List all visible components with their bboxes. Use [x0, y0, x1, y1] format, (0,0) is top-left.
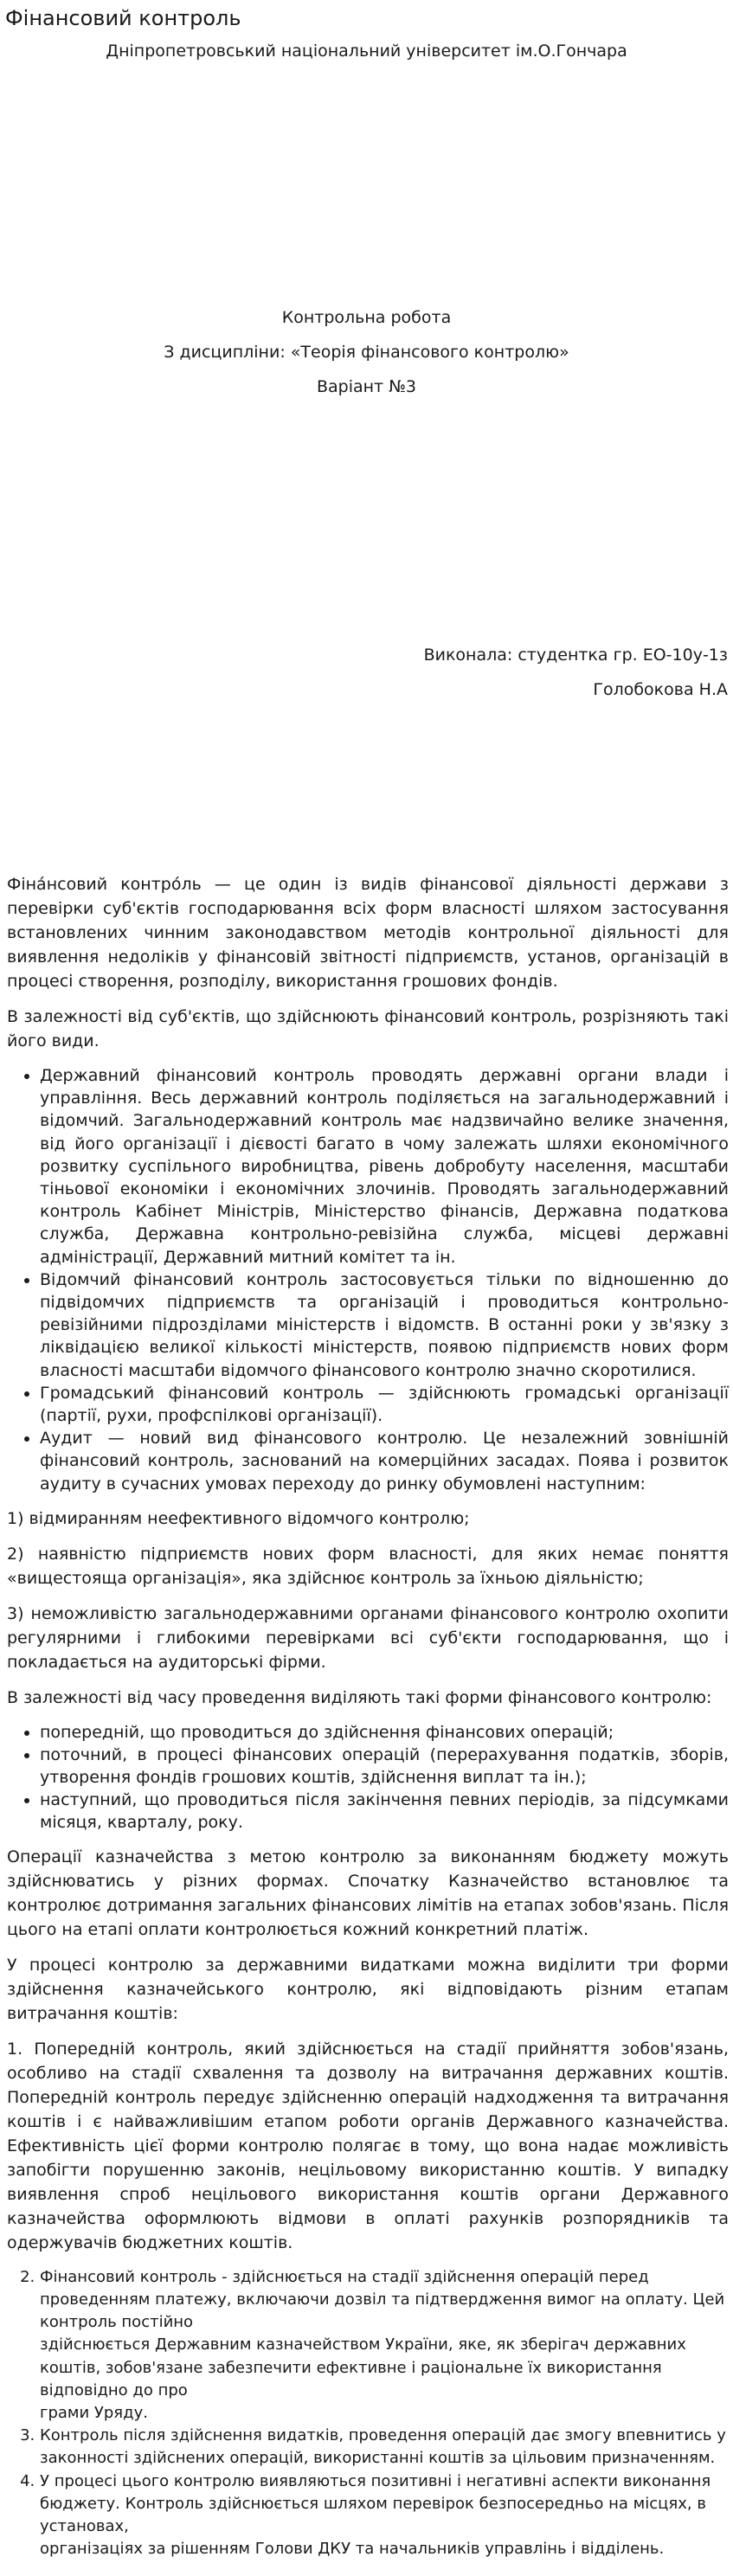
- discipline: З дисципліни: «Теорія фінансового контролю»: [164, 343, 569, 362]
- student-name: Голобокова Н.А: [593, 680, 728, 699]
- executor-block: [424, 644, 728, 713]
- list-item: • наступний, що проводиться після закінчення певних періодів, за підсумками місяця, кварталу, року.: [40, 1789, 729, 1834]
- list-item: 4. У процесі цього контролю виявляються позитивні і негативні аспекти виконання бюджету. Контроль здійснюється шляхом перевірок безпосередньо на місцях, в установах, організаціях за рішенням Голови ДКУ та начальників управлінь і відділень.: [40, 2470, 729, 2561]
- variant: Варіант №3: [316, 377, 417, 396]
- list-item: • Громадський фінансовий контроль — здійснюють громадські організації (партії, рухи, профспілкові організації).: [40, 1382, 729, 1427]
- intro-paragraph: Фіна́нсовий контро́ль — це один із видів фінансової діяльності держави з перевірки суб'єктів господарювання всіх форм власності шляхом застосування встановлених чинним законодавством методів контрольної діяльності для виявлення недоліків у фінансовій звітності підприємств, установ, організацій в процесі створення, розподілу, використання грошових фондів.: [7, 875, 729, 991]
- subjects-intro: В залежності від суб'єктів, що здійснюють фінансовий контроль, розрізняють такі його види.: [7, 1007, 729, 1050]
- stage-1-paragraph: 1. Попередній контроль, який здійснюється на стадії прийняття зобов'язань, особливо на стадії схвалення та дозволу на витрачання державних коштів. Попередній контроль передує здійсненню операцій надходження та витрачання коштів і є найважливішим етапом роботи органів Державного казначейства. Ефективність цієї форми контролю полягає в тому, що вона надає можливість запобігти порушенню законів, нецільовому використанню коштів. У випадку виявлення спроб нецільового використання коштів органи Державного казначейства оформлюють відмови в оплаті рахунків розпорядників та одержувачів бюджетних коштів.: [7, 2039, 729, 2252]
- article-body: [7, 872, 729, 2561]
- treasury-paragraph: Операції казначейства з метою контролю за виконанням бюджету можуть здійснюватись у різних формах. Спочатку Казначейство встановлює та контролює дотримання загальних фінансових лімітів на етапах зобов'язань. Після цього на етапі оплати контролюється кожний конкретний платіж.: [7, 1847, 729, 1939]
- list-item: • Державний фінансовий контроль проводять державні органи влади і управління. Весь державний контроль поділяється на загальнодержавний і відомчий. Загальнодержавний контроль має надзвичайно велике значення, від його організації і дієвості багато в чому залежать шляхи економічного розвитку суспільного виробництва, рівень добробуту населення, масштаби тіньової економіки і економічних злочинів. Проводять загальнодержавний контроль Кабінет Міністрів, Міністерство фінансів, Державна податкова служба, Державна контрольно-ревізійна служба, місцеві державні адміністрації, Державний митний комітет та ін.: [40, 1064, 729, 1269]
- spending-paragraph: У процесі контролю за державними видатками можна виділити три форми здійснення казначейського контролю, які відповідають різним етапам витрачання коштів:: [7, 1955, 729, 2023]
- page-title: Фінансовий контроль: [5, 6, 241, 30]
- list-item: • Відомчий фінансовий контроль застосовується тільки по відношенню до підвідомчих підприємств та організацій і проводиться контрольно-ревізійними підрозділами міністерств і відомств. В останні роки у зв'язку з ліквідацією великої кількості міністерств, появою підприємств нових форм власності масштаби відомчого фінансового контролю значно скоротилися.: [40, 1269, 729, 1382]
- list-item: 3. Контроль після здійснення видатків, проведення операцій дає змогу впевнитись у законності здійснених операцій, використанні коштів за цільовим призначенням.: [40, 2425, 729, 2470]
- cover-block: [0, 306, 733, 410]
- list-item: • Аудит — новий вид фінансового контролю. Це незалежний зовнішній фінансовий контроль, заснований на комерційних засадах. Поява і розвиток аудиту в сучасних умовах переходу до ринку обумовлені наступним:: [40, 1427, 729, 1495]
- time-forms-list: [7, 1721, 729, 1834]
- time-forms-intro: В залежності від часу проведення виділяють такі форми фінансового контролю:: [7, 1687, 712, 1707]
- executor-line: Виконала: студентка гр. ЕО-10у-1з: [423, 646, 728, 665]
- reason-2: 2) наявністю підприємств нових форм власності, для яких немає поняття «вищестояща організація», яка здійснює контроль за їхньою діяльністю;: [7, 1544, 729, 1588]
- control-kinds-list: [7, 1064, 729, 1495]
- work-type: Контрольна робота: [281, 308, 452, 327]
- list-item: 2. Фінансовий контроль - здійснюється на стадії здійснення операцій перед проведенням платежу, включаючи дозвіл та підтвердження вимог на оплату. Цей контроль постійно здійснюється Державним казначейством України, яке, як зберігач державних коштів, зобов'язане забезпечити ефективне і раціональне їх використання відповідно до про грами Уряду.: [40, 2266, 729, 2425]
- list-item: • поточний, в процесі фінансових операцій (перерахування податків, зборів, утворення фондів грошових коштів, здійснення виплат та ін.);: [40, 1744, 729, 1789]
- list-item: • попередній, що проводиться до здійснення фінансових операцій;: [40, 1721, 729, 1744]
- reason-3: 3) неможливістю загальнодержавними органами фінансового контролю охопити регулярними і глибокими перевірками всі суб'єкти господарювання, що і покладається на аудиторські фірми.: [7, 1603, 729, 1672]
- stages-list: [7, 2266, 729, 2561]
- university-name: Дніпропетровський національний університет ім.О.Гончара: [106, 42, 627, 61]
- reason-1: 1) відмиранням неефективного відомчого контролю;: [7, 1508, 470, 1528]
